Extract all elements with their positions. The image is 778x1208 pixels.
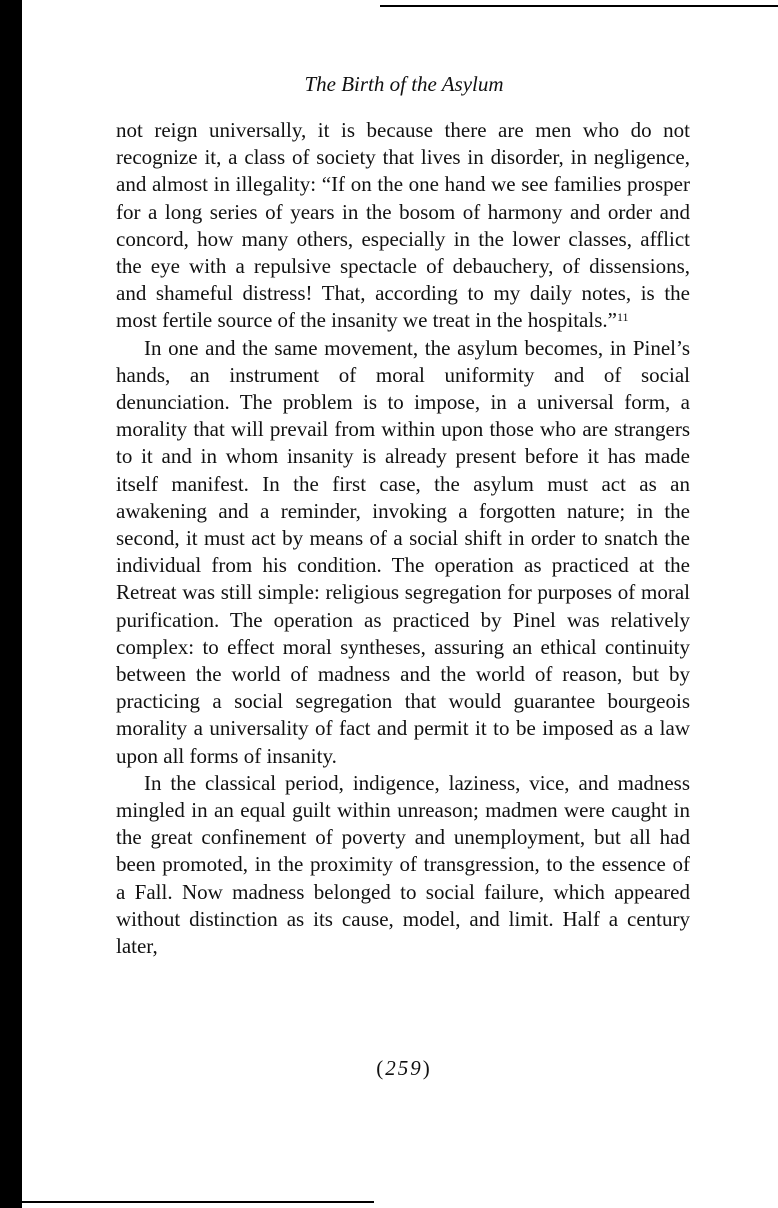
- page-number: [118, 1056, 690, 1081]
- folio-number: 259: [385, 1056, 423, 1080]
- paragraph-1-text: not reign universally, it is because there are men who do not recognize it, a class of society that lives in disorder, in negligence, and almost in illegality: “If on the one hand we see families prosper for a long series of years in the bosom of harmony and order and concord, how many others, especially in the lower classes, afflict the eye with a repulsive spectacle of debauchery, of dissensions, and shameful distress! That, according to my daily notes, is the most fertile source of the insanity we treat in the hospitals.”: [116, 118, 690, 333]
- page-edge-shadow: [0, 0, 22, 1208]
- folio-open-paren: (: [376, 1056, 386, 1080]
- bottom-rule: [22, 1201, 374, 1203]
- paragraph-2: In one and the same movement, the asylum becomes, in Pinel’s hands, an instrument of moral uniformity and of social denunciation. The problem is to impose, in a universal form, a morality that will prevail from within upon those who are strangers to it and in whom insanity is already present before it has made itself manifest. In the first case, the asylum must act as an awakening and a reminder, invoking a forgotten nature; in the second, it must act by means of a social shift in order to snatch the individual from his condition. The operation as practiced at the Retreat was still simple: religious segregation for purposes of moral purification. The operation as practiced by Pinel was relatively complex: to effect moral syntheses, assuring an ethical continuity between the world of madness and the world of reason, but by practicing a social segregation that would guarantee bourgeois morality a universality of fact and permit it to be imposed as a law upon all forms of insanity.: [116, 335, 690, 768]
- folio-close-paren: ): [422, 1056, 432, 1080]
- footnote-marker[interactable]: 11: [616, 310, 629, 325]
- paragraph-3: In the classical period, indigence, laziness, vice, and madness mingled in an equal guilt within unreason; madmen were caught in the great confinement of poverty and unemployment, but all had been promoted, in the proximity of transgression, to the essence of a Fall. Now madness belonged to social failure, which appeared without distinction as its cause, model, and limit. Half a century later,: [116, 770, 690, 959]
- running-head: The Birth of the Asylum: [304, 72, 504, 96]
- top-rule: [380, 5, 778, 7]
- body-text: [116, 117, 690, 960]
- paragraph-1: [116, 117, 690, 335]
